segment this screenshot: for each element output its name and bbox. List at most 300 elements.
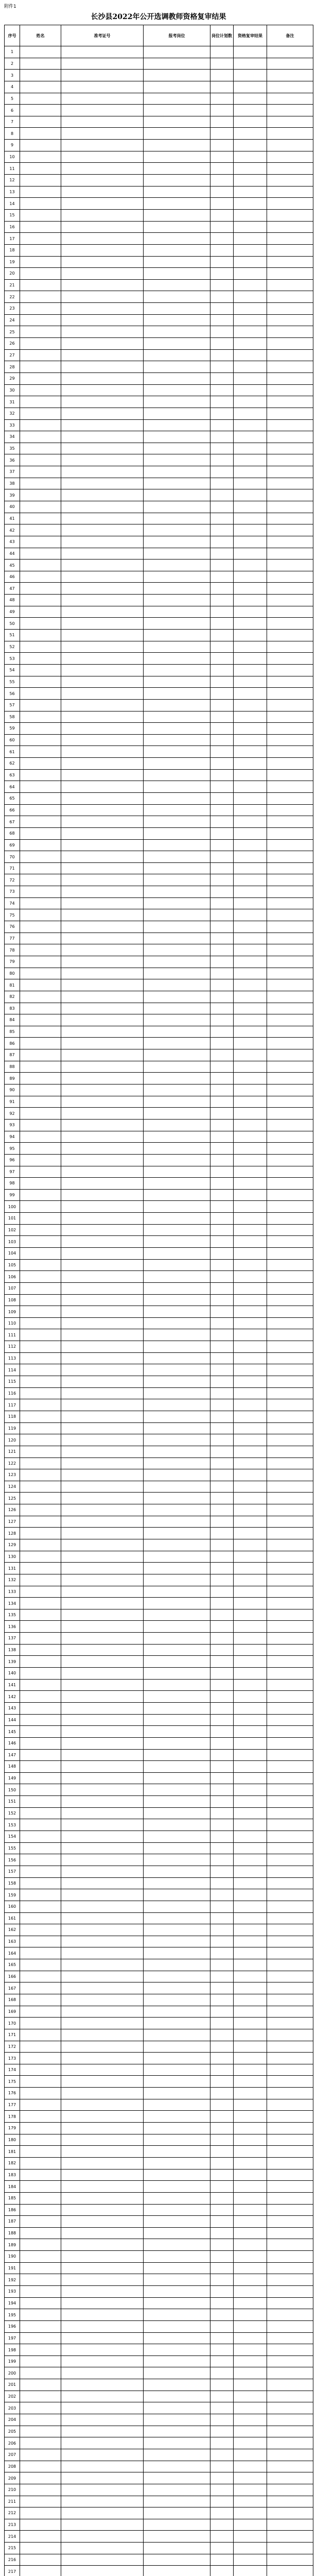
cell-name — [20, 1131, 61, 1143]
cell-remark — [267, 1434, 313, 1446]
cell-certificate — [61, 2344, 144, 2356]
cell-certificate — [61, 1341, 144, 1353]
cell-certificate — [61, 1376, 144, 1388]
cell-position — [144, 571, 210, 583]
cell-certificate — [61, 827, 144, 839]
cell-certificate — [61, 2216, 144, 2228]
cell-result — [234, 233, 267, 245]
cell-name — [20, 1807, 61, 1819]
cell-certificate — [61, 70, 144, 81]
table-row — [5, 1352, 313, 1364]
table-row — [5, 2355, 313, 2367]
cell-name — [20, 536, 61, 548]
cell-serial: 38 — [5, 478, 20, 489]
table-row — [5, 734, 313, 746]
cell-result — [234, 2332, 267, 2344]
cell-name — [20, 1714, 61, 1726]
cell-serial: 152 — [5, 1807, 20, 1819]
cell-remark — [267, 128, 313, 140]
cell-position — [144, 454, 210, 466]
table-row — [5, 1609, 313, 1621]
cell-remark — [267, 513, 313, 524]
cell-remark — [267, 1737, 313, 1749]
table-row — [5, 2134, 313, 2146]
cell-certificate — [61, 2146, 144, 2158]
cell-result — [234, 1108, 267, 1120]
cell-certificate — [61, 1633, 144, 1645]
cell-position — [144, 2543, 210, 2554]
cell-serial: 185 — [5, 2192, 20, 2204]
cell-remark — [267, 968, 313, 979]
cell-quota — [210, 478, 234, 489]
cell-name — [20, 746, 61, 758]
cell-result — [234, 1714, 267, 1726]
cell-position — [144, 1726, 210, 1738]
cell-certificate — [61, 140, 144, 151]
cell-certificate — [61, 1411, 144, 1422]
cell-remark — [267, 1726, 313, 1738]
table-row — [5, 2076, 313, 2088]
cell-result — [234, 2239, 267, 2251]
cell-certificate — [61, 1586, 144, 1598]
table-row — [5, 851, 313, 863]
table-row — [5, 1971, 313, 1982]
cell-name — [20, 501, 61, 513]
cell-quota — [210, 2088, 234, 2099]
table-row — [5, 524, 313, 536]
cell-position — [144, 1411, 210, 1422]
cell-remark — [267, 630, 313, 641]
cell-certificate — [61, 897, 144, 909]
cell-position — [144, 163, 210, 175]
cell-name — [20, 548, 61, 560]
cell-quota — [210, 326, 234, 338]
cell-result — [234, 1469, 267, 1481]
cell-result — [234, 524, 267, 536]
cell-serial: 22 — [5, 291, 20, 303]
cell-quota — [210, 1633, 234, 1645]
table-row — [5, 956, 313, 968]
cell-position — [144, 303, 210, 315]
cell-remark — [267, 664, 313, 676]
cell-name — [20, 1411, 61, 1422]
cell-certificate — [61, 571, 144, 583]
cell-quota — [210, 1516, 234, 1528]
cell-name — [20, 116, 61, 128]
cell-name — [20, 1259, 61, 1271]
cell-quota — [210, 1446, 234, 1458]
cell-remark — [267, 361, 313, 373]
cell-result — [234, 944, 267, 956]
cell-result — [234, 1084, 267, 1096]
cell-serial: 217 — [5, 2566, 20, 2576]
cell-position — [144, 1877, 210, 1889]
cell-result — [234, 2123, 267, 2134]
cell-name — [20, 2543, 61, 2554]
cell-quota — [210, 1901, 234, 1912]
cell-remark — [267, 2286, 313, 2298]
cell-certificate — [61, 1842, 144, 1854]
cell-position — [144, 723, 210, 735]
cell-certificate — [61, 128, 144, 140]
cell-name — [20, 1737, 61, 1749]
cell-position — [144, 1668, 210, 1680]
cell-result — [234, 653, 267, 665]
cell-name — [20, 1726, 61, 1738]
cell-serial: 56 — [5, 688, 20, 700]
cell-position — [144, 1481, 210, 1493]
cell-certificate — [61, 454, 144, 466]
cell-name — [20, 1644, 61, 1656]
cell-result — [234, 560, 267, 571]
cell-quota — [210, 70, 234, 81]
cell-certificate — [61, 1481, 144, 1493]
cell-name — [20, 2309, 61, 2321]
cell-quota — [210, 1831, 234, 1843]
cell-certificate — [61, 1679, 144, 1691]
cell-serial: 184 — [5, 2181, 20, 2193]
cell-result — [234, 1247, 267, 1259]
cell-position — [144, 1586, 210, 1598]
cell-position — [144, 1143, 210, 1155]
cell-result — [234, 641, 267, 653]
header-quota: 岗位计划数 — [210, 25, 234, 46]
cell-name — [20, 128, 61, 140]
cell-certificate — [61, 2006, 144, 2018]
cell-result — [234, 1831, 267, 1843]
cell-name — [20, 909, 61, 921]
cell-name — [20, 1387, 61, 1399]
cell-certificate — [61, 874, 144, 886]
cell-remark — [267, 2531, 313, 2543]
cell-result — [234, 536, 267, 548]
table-row — [5, 314, 313, 326]
cell-serial: 95 — [5, 1143, 20, 1155]
cell-serial: 182 — [5, 2157, 20, 2169]
table-row — [5, 2053, 313, 2064]
cell-certificate — [61, 303, 144, 315]
cell-serial: 199 — [5, 2355, 20, 2367]
cell-remark — [267, 1096, 313, 1108]
cell-name — [20, 956, 61, 968]
cell-certificate — [61, 793, 144, 805]
cell-name — [20, 58, 61, 70]
cell-certificate — [61, 979, 144, 991]
cell-serial: 43 — [5, 536, 20, 548]
cell-result — [234, 2227, 267, 2239]
cell-serial: 2 — [5, 58, 20, 70]
cell-position — [144, 1807, 210, 1819]
cell-name — [20, 827, 61, 839]
cell-name — [20, 2286, 61, 2298]
cell-serial: 104 — [5, 1247, 20, 1259]
cell-result — [234, 2216, 267, 2228]
cell-quota — [210, 151, 234, 163]
page-title: 长沙县2022年公开选调教师资格复审结果 — [91, 13, 226, 21]
cell-result — [234, 419, 267, 431]
cell-quota — [210, 1434, 234, 1446]
cell-result — [234, 1971, 267, 1982]
cell-serial: 110 — [5, 1317, 20, 1329]
cell-serial: 51 — [5, 630, 20, 641]
cell-result — [234, 1877, 267, 1889]
cell-certificate — [61, 314, 144, 326]
cell-certificate — [61, 1352, 144, 1364]
cell-serial: 12 — [5, 175, 20, 187]
cell-result — [234, 1586, 267, 1598]
cell-serial: 206 — [5, 2437, 20, 2449]
cell-result — [234, 2099, 267, 2111]
cell-name — [20, 1341, 61, 1353]
cell-position — [144, 1446, 210, 1458]
cell-name — [20, 2111, 61, 2123]
cell-result — [234, 734, 267, 746]
cell-quota — [210, 2379, 234, 2391]
cell-name — [20, 1073, 61, 1084]
table-row — [5, 886, 313, 898]
cell-name — [20, 1154, 61, 1166]
table-row — [5, 1586, 313, 1598]
cell-certificate — [61, 758, 144, 770]
cell-name — [20, 175, 61, 187]
cell-position — [144, 1271, 210, 1283]
cell-certificate — [61, 1621, 144, 1633]
cell-remark — [267, 909, 313, 921]
cell-quota — [210, 606, 234, 618]
cell-name — [20, 1982, 61, 1994]
cell-serial: 163 — [5, 1936, 20, 1947]
cell-serial: 21 — [5, 279, 20, 291]
cell-quota — [210, 1364, 234, 1376]
cell-certificate — [61, 711, 144, 723]
cell-remark — [267, 1493, 313, 1504]
cell-result — [234, 1213, 267, 1225]
cell-name — [20, 2029, 61, 2041]
cell-position — [144, 769, 210, 781]
cell-result — [234, 2111, 267, 2123]
cell-position — [144, 93, 210, 105]
cell-quota — [210, 688, 234, 700]
cell-name — [20, 1772, 61, 1784]
cell-position — [144, 2554, 210, 2566]
cell-remark — [267, 2018, 313, 2029]
cell-result — [234, 1038, 267, 1049]
cell-result — [234, 396, 267, 408]
table-row — [5, 793, 313, 805]
cell-certificate — [61, 1014, 144, 1026]
cell-position — [144, 2111, 210, 2123]
cell-certificate — [61, 1073, 144, 1084]
cell-name — [20, 291, 61, 303]
table-row — [5, 1399, 313, 1411]
cell-result — [234, 291, 267, 303]
cell-position — [144, 1493, 210, 1504]
table-row — [5, 1458, 313, 1469]
cell-remark — [267, 583, 313, 595]
cell-position — [144, 1201, 210, 1213]
cell-result — [234, 1271, 267, 1283]
table-row — [5, 2437, 313, 2449]
cell-name — [20, 2192, 61, 2204]
table-row — [5, 268, 313, 280]
cell-certificate — [61, 349, 144, 361]
cell-quota — [210, 1458, 234, 1469]
cell-serial: 81 — [5, 979, 20, 991]
cell-name — [20, 2041, 61, 2053]
table-row — [5, 2484, 313, 2496]
cell-remark — [267, 1819, 313, 1831]
cell-certificate — [61, 1901, 144, 1912]
cell-certificate — [61, 2414, 144, 2426]
cell-name — [20, 1877, 61, 1889]
cell-result — [234, 1259, 267, 1271]
cell-position — [144, 2437, 210, 2449]
table-row — [5, 2041, 313, 2053]
cell-result — [234, 2157, 267, 2169]
cell-certificate — [61, 2227, 144, 2239]
cell-position — [144, 140, 210, 151]
cell-quota — [210, 372, 234, 384]
table-row — [5, 198, 313, 210]
cell-position — [144, 839, 210, 851]
cell-quota — [210, 1866, 234, 1877]
table-row — [5, 1819, 313, 1831]
cell-serial: 200 — [5, 2367, 20, 2379]
cell-quota — [210, 921, 234, 933]
cell-remark — [267, 1458, 313, 1469]
table-row — [5, 419, 313, 431]
cell-position — [144, 1621, 210, 1633]
cell-result — [234, 909, 267, 921]
cell-remark — [267, 2227, 313, 2239]
cell-remark — [267, 688, 313, 700]
cell-certificate — [61, 630, 144, 641]
cell-position — [144, 443, 210, 454]
cell-serial: 66 — [5, 804, 20, 816]
cell-remark — [267, 1598, 313, 1609]
cell-name — [20, 2064, 61, 2076]
cell-remark — [267, 1131, 313, 1143]
cell-name — [20, 70, 61, 81]
cell-position — [144, 2367, 210, 2379]
cell-position — [144, 2484, 210, 2496]
cell-result — [234, 2402, 267, 2414]
table-row — [5, 1446, 313, 1458]
table-row — [5, 2472, 313, 2484]
cell-result — [234, 1551, 267, 1563]
cell-quota — [210, 1807, 234, 1819]
cell-name — [20, 583, 61, 595]
cell-result — [234, 1516, 267, 1528]
cell-quota — [210, 1271, 234, 1283]
cell-result — [234, 1352, 267, 1364]
cell-serial: 129 — [5, 1539, 20, 1551]
cell-result — [234, 2146, 267, 2158]
cell-serial: 120 — [5, 1434, 20, 1446]
cell-certificate — [61, 2367, 144, 2379]
cell-serial: 86 — [5, 1038, 20, 1049]
cell-remark — [267, 2123, 313, 2134]
cell-certificate — [61, 1831, 144, 1843]
cell-remark — [267, 396, 313, 408]
cell-position — [144, 2531, 210, 2543]
cell-name — [20, 1633, 61, 1645]
cell-remark — [267, 1574, 313, 1586]
cell-serial: 150 — [5, 1784, 20, 1796]
cell-remark — [267, 1236, 313, 1248]
cell-serial: 187 — [5, 2216, 20, 2228]
cell-result — [234, 1224, 267, 1236]
cell-position — [144, 2344, 210, 2356]
cell-quota — [210, 489, 234, 501]
table-row — [5, 1551, 313, 1563]
cell-name — [20, 2134, 61, 2146]
cell-position — [144, 560, 210, 571]
cell-position — [144, 2146, 210, 2158]
cell-result — [234, 1644, 267, 1656]
cell-name — [20, 1236, 61, 1248]
cell-certificate — [61, 478, 144, 489]
cell-position — [144, 1317, 210, 1329]
cell-result — [234, 2041, 267, 2053]
table-row — [5, 303, 313, 315]
cell-certificate — [61, 105, 144, 116]
cell-quota — [210, 140, 234, 151]
cell-quota — [210, 956, 234, 968]
table-row — [5, 1422, 313, 1434]
cell-certificate — [61, 921, 144, 933]
cell-remark — [267, 2192, 313, 2204]
cell-quota — [210, 384, 234, 396]
cell-remark — [267, 2320, 313, 2332]
cell-quota — [210, 1119, 234, 1131]
cell-result — [234, 1411, 267, 1422]
cell-certificate — [61, 1329, 144, 1341]
cell-position — [144, 2134, 210, 2146]
cell-name — [20, 1504, 61, 1516]
table-row — [5, 2227, 313, 2239]
cell-result — [234, 2355, 267, 2367]
cell-remark — [267, 1178, 313, 1190]
cell-remark — [267, 1854, 313, 1866]
table-row — [5, 1959, 313, 1971]
cell-name — [20, 1819, 61, 1831]
table-row — [5, 1282, 313, 1294]
cell-serial: 165 — [5, 1959, 20, 1971]
cell-name — [20, 1854, 61, 1866]
cell-result — [234, 513, 267, 524]
cell-position — [144, 338, 210, 350]
cell-remark — [267, 2344, 313, 2356]
cell-serial: 53 — [5, 653, 20, 665]
cell-result — [234, 2414, 267, 2426]
cell-position — [144, 2461, 210, 2472]
cell-name — [20, 968, 61, 979]
table-row — [5, 1084, 313, 1096]
cell-result — [234, 827, 267, 839]
cell-quota — [210, 466, 234, 478]
cell-result — [234, 1294, 267, 1306]
cell-certificate — [61, 58, 144, 70]
cell-serial: 151 — [5, 1796, 20, 1808]
cell-result — [234, 1493, 267, 1504]
table-row — [5, 408, 313, 419]
cell-serial: 114 — [5, 1364, 20, 1376]
cell-certificate — [61, 2181, 144, 2193]
cell-serial: 58 — [5, 711, 20, 723]
cell-certificate — [61, 1528, 144, 1539]
table-row — [5, 1189, 313, 1201]
